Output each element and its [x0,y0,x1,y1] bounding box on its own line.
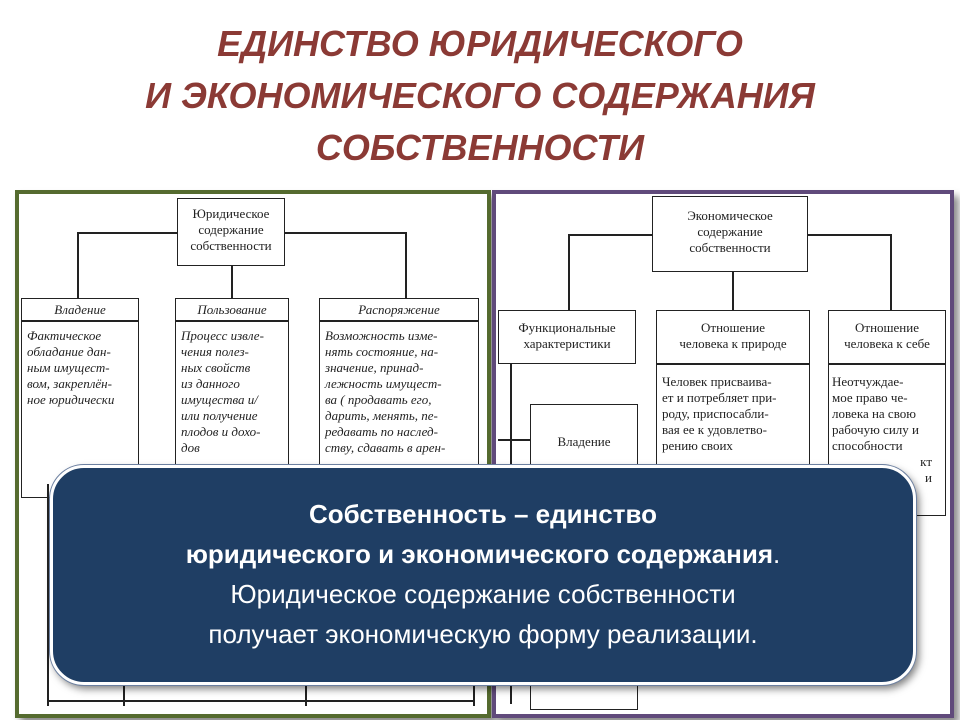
economic-root-line: Экономическое [687,208,773,223]
economic-root-line: содержание [697,224,763,239]
disposal-text [325,328,479,456]
divider [175,320,289,322]
text-line: плодов и дохо- [181,424,261,439]
text-line: способности [832,438,903,453]
legal-root-line: собственности [190,238,272,253]
nature-heading [656,320,810,352]
economic-root-label [652,208,808,256]
text-line: имущества и/ [181,392,258,407]
callout-line-4: получает экономическую форму реализации. [208,619,758,649]
table-line [47,484,49,706]
table-line [47,700,473,702]
title-line-2: И ЭКОНОМИЧЕСКОГО СОДЕРЖАНИЯ [145,75,815,116]
text-line: дарить, менять, пе- [325,408,438,423]
possession-label: Владение [557,434,611,449]
text-line: кт [920,454,932,469]
text-line: мое право че- [832,390,908,405]
text-line: дов [181,440,200,455]
text-line: Человек присваива- [662,374,772,389]
text-line: Процесс извле- [181,328,264,343]
text-line: вая ее к удовлетво- [662,422,767,437]
callout-line-3: Юридическое содержание собственности [230,579,736,609]
heading-line: человека к себе [844,336,930,351]
text-line: роду, приспосабли- [662,406,769,421]
text-line: ловека на свою [832,406,916,421]
title-line-1: ЕДИНСТВО ЮРИДИЧЕСКОГО [217,23,743,64]
text-line: ет и потребляет при- [662,390,777,405]
nature-text [662,374,810,454]
divider [21,320,139,322]
text-line: Фактическое [27,328,102,343]
text-line: ных свойств [181,360,251,375]
connector-line [890,234,892,310]
disposal-heading: Распоряжение [358,302,440,317]
ownership-text [27,328,139,408]
callout-line-2 [53,534,913,574]
connector-line [405,232,407,298]
ownership-heading: Владение [54,302,106,317]
text-line: Возможность изме- [325,328,438,343]
heading-line: Отношение [855,320,919,335]
heading-line: характеристики [523,336,611,351]
text-line: ству, сдавать в арен- [325,440,446,455]
text-line: нять состояние, на- [325,344,439,359]
text-line: значение, принад- [325,360,424,375]
legal-root-line: содержание [198,222,264,237]
callout-bold-text: юридического и экономического содержания [185,539,774,569]
text-line: лежность имущест- [325,376,442,391]
connector-line [808,234,890,236]
summary-callout [50,465,916,685]
text-line: Неотчуждае- [832,374,904,389]
text-line: рабочую силу и [832,422,919,437]
text-line: вом, закреплён- [27,376,112,391]
connector-line [77,232,177,234]
connector-line [568,234,570,310]
callout-line-1 [53,494,913,534]
legal-root-label [177,206,285,254]
self-heading [828,320,946,352]
text-line: редавать по наслед- [325,424,438,439]
text-line: и [925,470,932,485]
text-line: обладание дан- [27,344,111,359]
connector-line [77,232,79,298]
text-line: или получение [181,408,258,423]
legal-root-line: Юридическое [192,206,270,221]
functional-heading [498,320,636,352]
text-line: ное юридически [27,392,115,407]
callout-period: . [773,539,781,569]
text-line: рению своих [662,438,733,453]
connector-line [568,234,652,236]
connector-line [498,439,530,441]
text-line: ва ( продавать его, [325,392,432,407]
use-text [181,328,289,456]
text-line: из данного [181,376,240,391]
heading-line: Отношение [701,320,765,335]
connector-line [732,272,734,310]
heading-line: человека к природе [679,336,787,351]
economic-root-line: собственности [689,240,771,255]
heading-line: Функциональные [518,320,616,335]
title-line-3: СОБСТВЕННОСТИ [315,127,645,168]
callout-bold-text: Собственность – единство [308,499,658,529]
divider [319,320,479,322]
slide-title [0,18,960,174]
connector-line [285,232,405,234]
text-line: ным имущест- [27,360,110,375]
connector-line [231,266,233,298]
text-line: чения полез- [181,344,249,359]
use-heading: Пользование [197,302,267,317]
